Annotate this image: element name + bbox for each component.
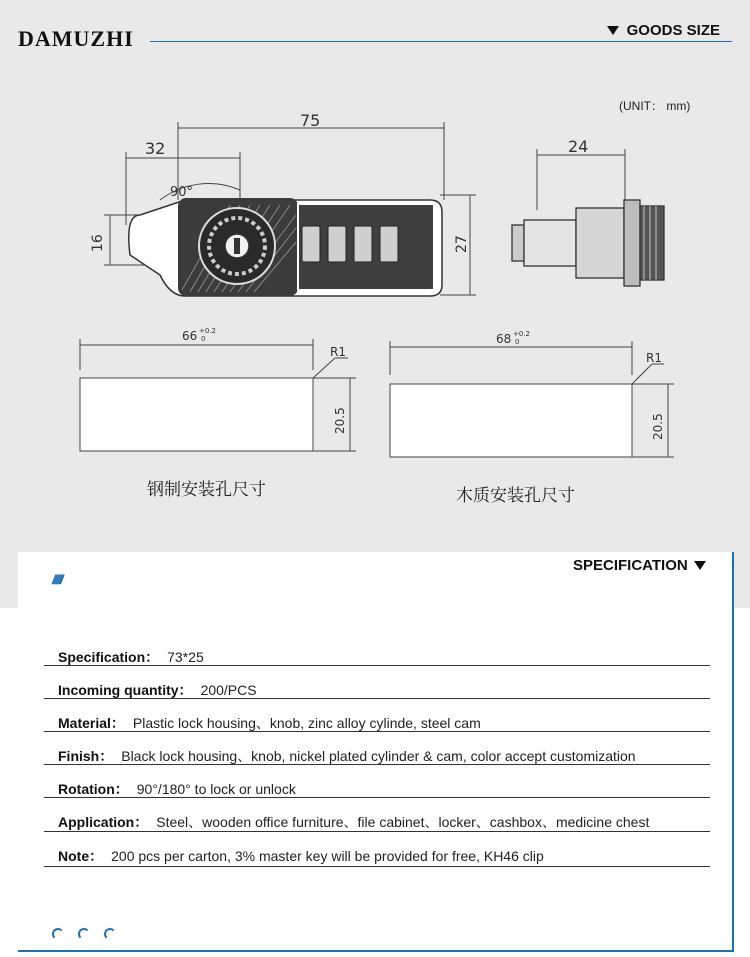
steel-height-label: 20.5 [333, 407, 347, 434]
steel-caption: 钢制安装孔尺寸 [147, 480, 266, 500]
spec-row: Application： Steel、wooden office furniture、file cabinet、locker、cashbox、medicine chest [58, 814, 650, 830]
wood-caption: 木质安装孔尺寸 [456, 486, 575, 506]
spec-row: Finish： Black lock housing、knob, nickel plated cylinder & cam, color accept customization [58, 748, 636, 764]
dim-27-label: 27 [454, 235, 470, 253]
dot-icon [78, 928, 90, 940]
row-divider [44, 831, 710, 832]
dot-icon [52, 928, 64, 940]
steel-width-label: 66 [182, 329, 198, 343]
unit-note: (UNIT： mm) [619, 99, 691, 113]
dim-16-label: 16 [90, 234, 106, 252]
row-divider [44, 866, 710, 867]
row-divider [44, 665, 710, 666]
steel-radius-label: R1 [330, 345, 346, 359]
triangle-down-icon [694, 561, 706, 570]
steel-cutout [80, 378, 313, 451]
row-divider [44, 797, 710, 798]
goods-size-title: GOODS SIZE [626, 22, 720, 39]
wood-tol-plus: +0.2 [513, 330, 530, 338]
lock-side-view [512, 200, 664, 286]
row-divider [44, 698, 710, 699]
dim-angle-label: 90° [170, 185, 194, 200]
steel-tol-plus: +0.2 [199, 327, 216, 335]
dim-32-label: 32 [145, 139, 166, 158]
spec-row: Specification： 73*25 [58, 649, 204, 665]
spec-row: Note： 200 pcs per carton, 3% master key will be provided for free, KH46 clip [58, 848, 544, 864]
wood-width-label: 68 [496, 332, 512, 346]
dot-icon [104, 928, 116, 940]
row-divider [44, 731, 710, 732]
steel-tol-zero: 0 [201, 335, 206, 343]
wood-radius-label: R1 [646, 351, 662, 365]
dim-24-label: 24 [568, 137, 589, 156]
spec-row: Incoming quantity： 200/PCS [58, 682, 257, 698]
lock-front-view [129, 198, 442, 296]
spec-row: Material： Plastic lock housing、knob, zinc alloy cylinde, steel cam [58, 715, 481, 731]
stripes-decoration: ////// [52, 572, 62, 587]
row-divider [44, 764, 710, 765]
wood-tol-zero: 0 [515, 338, 520, 346]
wood-cutout [390, 384, 632, 457]
brand-logo: DAMUZHI [18, 26, 134, 51]
dim-75-label: 75 [300, 111, 321, 130]
specification-heading [573, 557, 706, 574]
specification-title: SPECIFICATION [573, 557, 688, 574]
wood-height-label: 20.5 [651, 413, 665, 440]
decorative-dots [52, 928, 116, 940]
spec-row: Rotation： 90°/180° to lock or unlock [58, 781, 296, 797]
